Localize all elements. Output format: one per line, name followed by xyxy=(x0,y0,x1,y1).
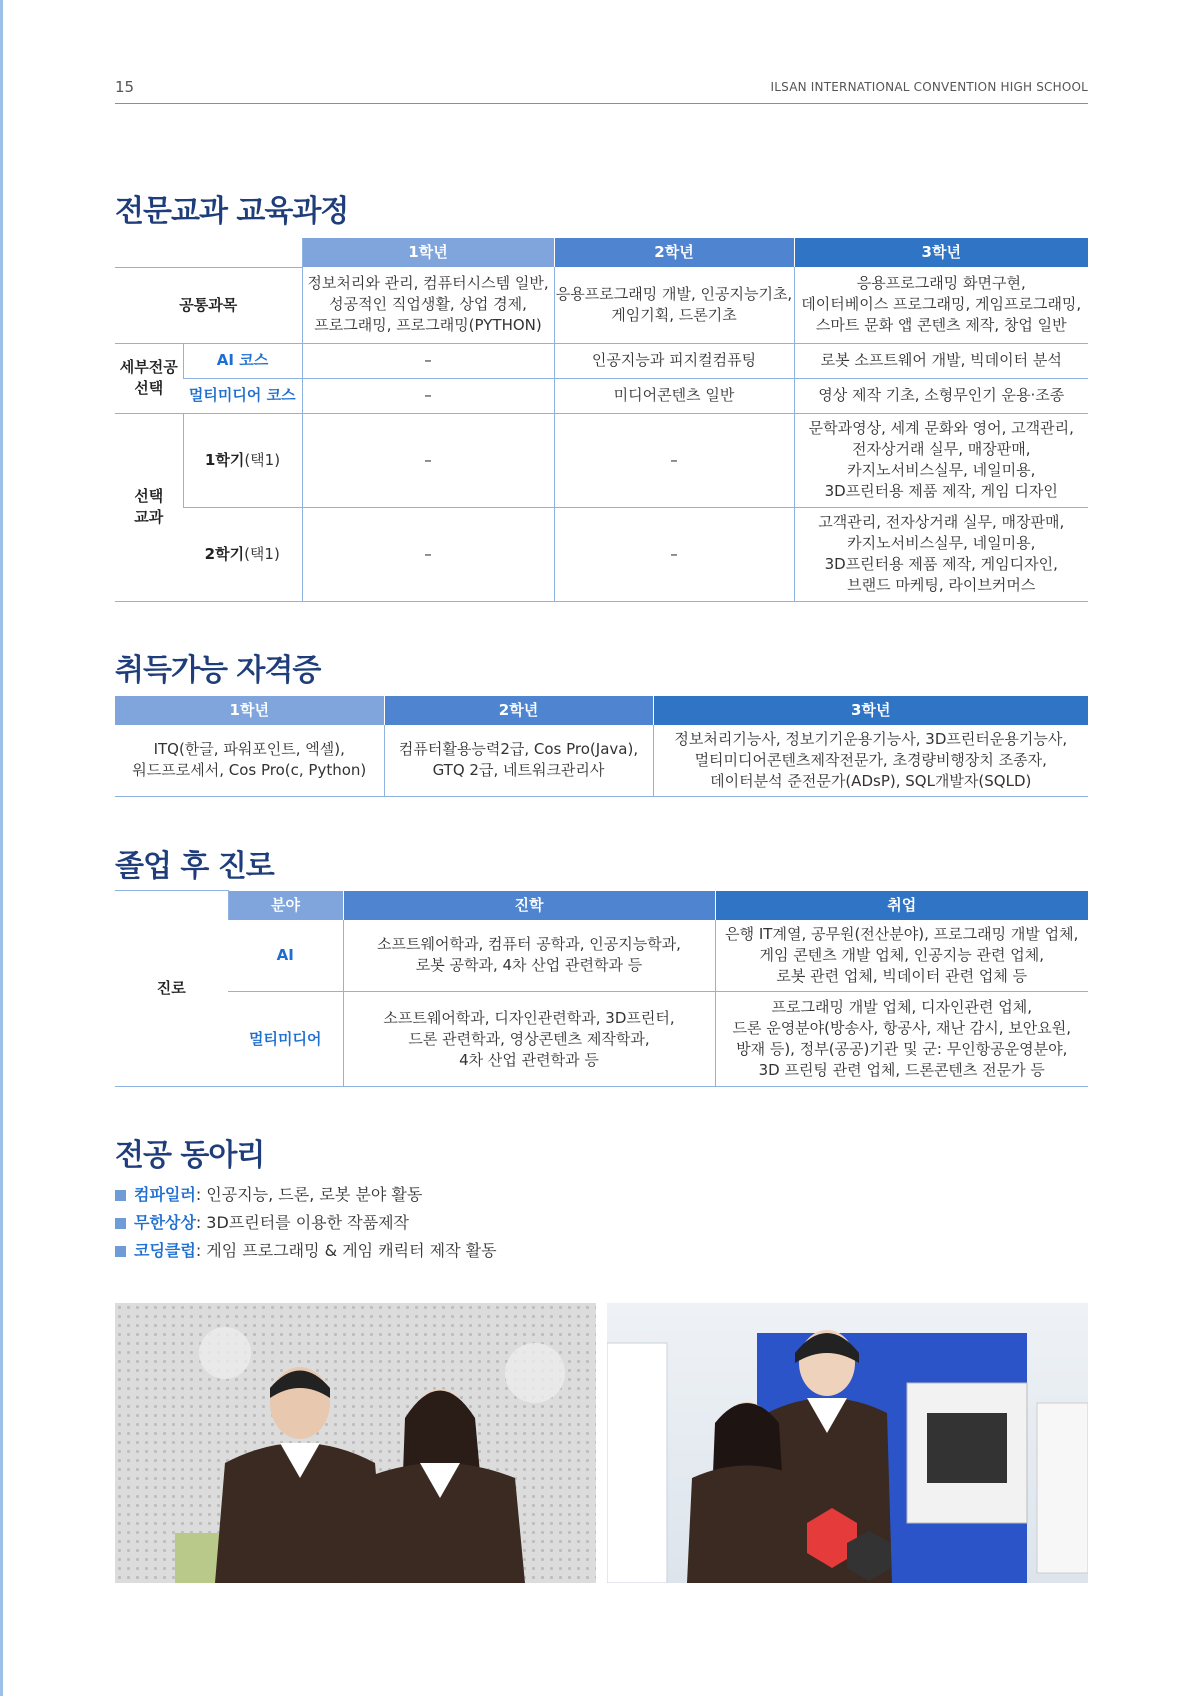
square-bullet-icon xyxy=(115,1218,126,1229)
certificates-title: 취득가능 자격증 xyxy=(115,653,321,688)
text-line: 프로그래밍, 프로그래밍(PYTHON) xyxy=(314,316,542,335)
text-line: 프로그래밍 개발 업체, 디자인관련 업체, xyxy=(771,998,1032,1016)
semester2-grade2-cell: – xyxy=(554,507,794,601)
text-line: 로봇 관련 업체, 빅데이터 관련 업체 등 xyxy=(776,966,1028,985)
text-line: 멀티미디어콘텐츠제작전문가, 초경량비행장치 조종자, xyxy=(694,750,1047,769)
cert-grade1-cell xyxy=(115,725,384,796)
text-line: 게임기획, 드론기초 xyxy=(611,305,737,324)
club-description: : 인공지능, 드론, 로봇 분야 활동 xyxy=(195,1185,423,1204)
semester1-grade3-cell xyxy=(794,413,1088,507)
cert-grade3-cell xyxy=(653,725,1088,796)
semester1-label xyxy=(183,413,302,507)
text-line: 브랜드 마케팅, 라이브커머스 xyxy=(847,576,1036,594)
career-mm-study-cell xyxy=(343,992,715,1087)
career-ai-job-cell xyxy=(715,920,1088,992)
clubs-title: 전공 동아리 xyxy=(115,1138,265,1173)
elective-label xyxy=(115,413,183,601)
page-edge-stripe xyxy=(0,0,3,1696)
text-line: 응용프로그래밍 화면구현, xyxy=(856,274,1026,293)
text-line: 소프트웨어학과, 디자인관련학과, 3D프린터, xyxy=(383,1008,675,1027)
list-item xyxy=(115,1237,497,1265)
semester1-label-bold: 1학기 xyxy=(204,450,245,469)
curriculum-title: 전문교과 교육과정 xyxy=(115,194,349,229)
text-line: 4차 산업 관련학과 등 xyxy=(459,1050,599,1069)
text-line: 카지노서비스실무, 네일미용, xyxy=(847,534,1036,552)
semester2-label-note: (택1) xyxy=(244,544,280,563)
common-grade2-cell xyxy=(554,267,794,343)
ai-grade3-cell: 로봇 소프트웨어 개발, 빅데이터 분석 xyxy=(794,343,1088,378)
list-item xyxy=(115,1181,497,1209)
text-line: 소프트웨어학과, 컴퓨터 공학과, 인공지능학과, xyxy=(377,935,681,954)
text-line: 정보처리와 관리, 컴퓨터시스템 일반, xyxy=(307,274,549,293)
text-line: 컴퓨터활용능력2급, Cos Pro(Java), xyxy=(398,740,639,759)
square-bullet-icon xyxy=(115,1246,126,1257)
common-subjects-label: 공통과목 xyxy=(115,267,302,343)
curriculum-header-grade1: 1학년 xyxy=(302,238,554,267)
page-number: 15 xyxy=(115,78,135,96)
text-line: 게임 콘텐츠 개발 업체, 인공지능 관련 업체, xyxy=(759,945,1044,964)
club-name: 코딩클럽 xyxy=(134,1241,196,1260)
text-line: 선택 xyxy=(134,487,164,505)
cert-header-grade1: 1학년 xyxy=(115,696,384,725)
multimedia-course-label: 멀티미디어 코스 xyxy=(183,378,302,413)
ai-grade2-cell: 인공지능과 피지컬컴퓨팅 xyxy=(554,343,794,378)
text-line: 드론 운영분야(방송사, 항공사, 재난 감시, 보안요원, xyxy=(732,1019,1072,1037)
text-line: 고객관리, 전자상거래 실무, 매장판매, xyxy=(818,513,1065,531)
text-line: 워드프로세서, Cos Pro(c, Python) xyxy=(132,761,367,780)
career-header-job: 취업 xyxy=(715,891,1088,920)
multimedia-grade3-cell: 영상 제작 기초, 소형무인기 운용·조종 xyxy=(794,378,1088,413)
semester2-label-bold: 2학기 xyxy=(204,544,245,563)
semester2-label xyxy=(183,507,302,601)
text-line: 은행 IT계열, 공무원(전산분야), 프로그래밍 개발 업체, xyxy=(725,924,1079,943)
text-line: 드론 관련학과, 영상콘텐츠 제작학과, xyxy=(408,1029,650,1048)
text-line: 스마트 문화 앱 콘텐츠 제작, 창업 일반 xyxy=(815,316,1067,335)
text-line: 방재 등), 정부(공공)기관 및 군: 무인항공운영분야, xyxy=(736,1040,1068,1058)
square-bullet-icon xyxy=(115,1190,126,1201)
certificates-table xyxy=(115,696,1088,797)
curriculum-table xyxy=(115,238,1088,602)
semester1-grade1-cell: – xyxy=(302,413,554,507)
text-line: 3D 프린팅 관련 업체, 드론콘텐츠 전문가 등 xyxy=(758,1061,1045,1079)
curriculum-header-grade3: 3학년 xyxy=(794,238,1088,267)
cert-header-grade3: 3학년 xyxy=(653,696,1088,725)
career-title: 졸업 후 진로 xyxy=(115,849,274,884)
curriculum-header-grade2: 2학년 xyxy=(554,238,794,267)
text-line: 선택 xyxy=(134,379,164,397)
page-header xyxy=(115,76,1088,104)
career-header-study: 진학 xyxy=(343,891,715,920)
text-line: ITQ(한글, 파워포인트, 엑셀), xyxy=(153,740,345,759)
text-line: 문학과영상, 세계 문화와 영어, 고객관리, xyxy=(808,419,1074,437)
career-row-label: 진로 xyxy=(115,891,228,1087)
cert-header-grade2: 2학년 xyxy=(384,696,653,725)
text-line: 로봇 공학과, 4차 산업 관련학과 등 xyxy=(415,956,643,975)
text-line: GTQ 2급, 네트워크관리사 xyxy=(432,761,605,780)
club-description: : 게임 프로그래밍 & 게임 캐릭터 제작 활동 xyxy=(195,1241,497,1260)
semester2-grade3-cell xyxy=(794,507,1088,601)
ai-grade1-cell: – xyxy=(302,343,554,378)
text-line: 카지노서비스실무, 네일미용, xyxy=(847,461,1036,479)
text-line: 데이터베이스 프로그래밍, 게임프로그래밍, xyxy=(801,295,1082,314)
multimedia-grade1-cell: – xyxy=(302,378,554,413)
text-line: 응용프로그래밍 개발, 인공지능기초, xyxy=(555,284,793,303)
club-list xyxy=(115,1181,497,1265)
career-mm-job-cell xyxy=(715,992,1088,1087)
list-item xyxy=(115,1209,497,1237)
text-line: 세부전공 xyxy=(119,358,178,376)
club-name: 컴파일러 xyxy=(134,1185,196,1204)
career-ai-study-cell xyxy=(343,920,715,992)
text-line: 3D프린터용 제품 제작, 게임 디자인 xyxy=(824,482,1058,500)
career-field-multimedia: 멀티미디어 xyxy=(228,992,343,1087)
text-line: 정보처리기능사, 정보기기운용기능사, 3D프린터운용기능사, xyxy=(674,729,1068,748)
career-header-field: 분야 xyxy=(228,891,343,920)
students-3d-printer-photo xyxy=(607,1303,1088,1583)
text-line: 데이터분석 준전문가(ADsP), SQL개발자(SQLD) xyxy=(710,771,1032,790)
semester2-grade1-cell: – xyxy=(302,507,554,601)
text-line: 성공적인 직업생활, 상업 경제, xyxy=(329,295,527,314)
career-table xyxy=(115,890,1088,1087)
ai-course-label: AI 코스 xyxy=(183,343,302,378)
school-name: ILSAN INTERNATIONAL CONVENTION HIGH SCHOOL xyxy=(770,80,1088,94)
text-line: 전자상거래 실무, 매장판매, xyxy=(852,440,1031,458)
common-grade1-cell xyxy=(302,267,554,343)
text-line: 3D프린터용 제품 제작, 게임디자인, xyxy=(824,555,1058,573)
text-line: 교과 xyxy=(134,508,164,526)
students-classroom-photo xyxy=(115,1303,596,1583)
classroom-illustration xyxy=(115,1303,596,1583)
career-field-ai: AI xyxy=(228,920,343,992)
lab-illustration xyxy=(607,1303,1088,1583)
curriculum-header-blank xyxy=(115,238,302,267)
multimedia-grade2-cell: 미디어콘텐츠 일반 xyxy=(554,378,794,413)
semester1-label-note: (택1) xyxy=(244,450,281,469)
club-description: : 3D프린터를 이용한 작품제작 xyxy=(195,1213,409,1232)
common-grade3-cell xyxy=(794,267,1088,343)
major-selection-label xyxy=(115,343,183,413)
club-name: 무한상상 xyxy=(134,1213,196,1232)
semester1-grade2-cell: – xyxy=(554,413,794,507)
cert-grade2-cell xyxy=(384,725,653,796)
